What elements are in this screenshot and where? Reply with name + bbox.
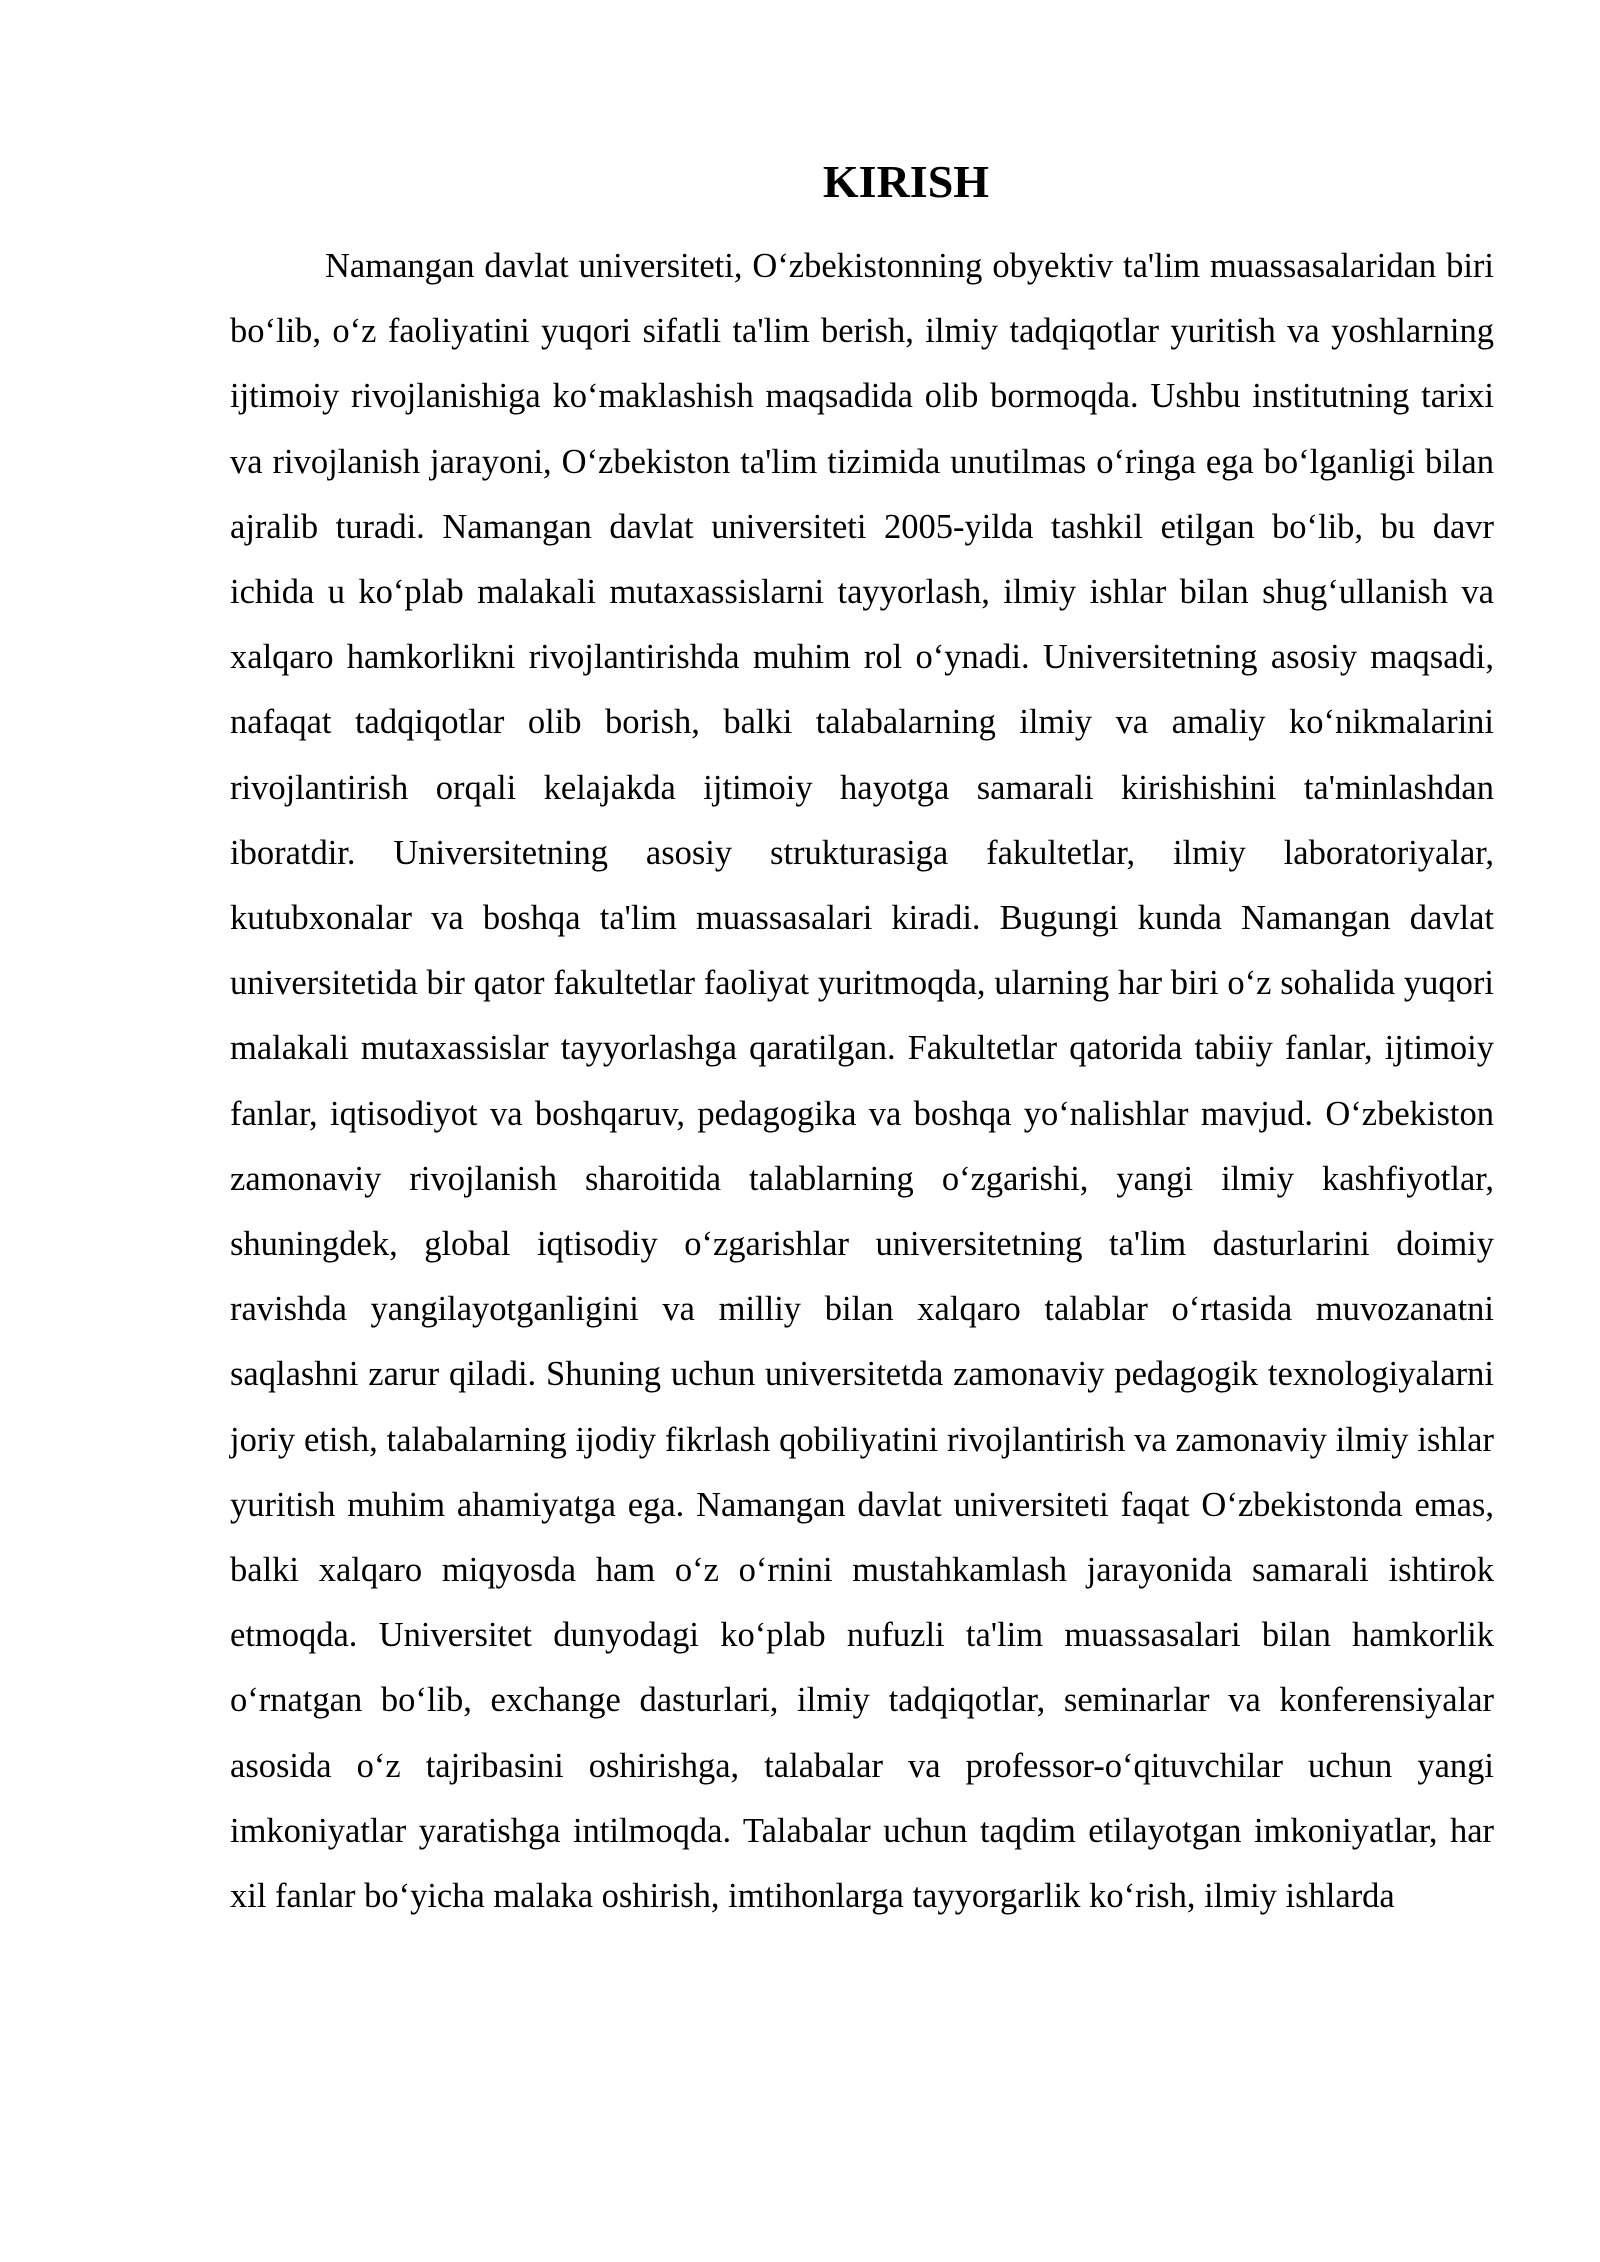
page-title: KIRISH [822,156,990,207]
body-paragraph: Namangan davlat universiteti, O‘zbekistonning obyektiv ta'lim muassasalaridan biri bo‘lib, o‘z faoliyatini yuqori sifatli ta'lim berish, ilmiy tadqiqotlar yuritish va yoshlarning ijtimoiy rivojlanishiga ko‘maklashish maqsadida olib bormoqda. Ushbu institutning tarixi va rivojlanish jarayoni, O‘zbekiston ta'lim tizimida unutilmas o‘ringa ega bo‘lganligi bilan ajralib turadi. Namangan davlat universiteti 2005-yilda tashkil etilgan bo‘lib, bu davr ichida u ko‘plab malakali mutaxassislarni tayyorlash, ilmiy ishlar bilan shug‘ullanish va xalqaro hamkorlikni rivojlantirishda muhim rol o‘ynadi. Universitetning asosiy maqsadi, nafaqat tadqiqotlar olib borish, balki talabalarning ilmiy va amaliy ko‘nikmalarini rivojlantirish orqali kelajakda ijtimoiy hayotga samarali kirishishini ta'minlashdan iboratdir. Universitetning asosiy strukturasiga fakultetlar, ilmiy laboratoriyalar, kutubxonalar va boshqa ta'lim muassasalari kiradi. Bugungi kunda Namangan davlat universitetida bir qator fakultetlar faoliyat yuritmoqda, ularning har biri o‘z sohalida yuqori malakali mutaxassislar tayyorlashga qaratilgan. Fakultetlar qatorida tabiiy fanlar, ijtimoiy fanlar, iqtisodiyot va boshqaruv, pedagogika va boshqa yo‘nalishlar mavjud. O‘zbekiston zamonaviy rivojlanish sharoitida talablarning o‘zgarishi, yangi ilmiy kashfiyotlar, shuningdek, global iqtisodiy o‘zgarishlar universitetning ta'lim dasturlarini doimiy ravishda yangilayotganligini va milliy bilan xalqaro talablar o‘rtasida muvozanatni saqlashni zarur qiladi. Shuning uchun universitetda zamonaviy pedagogik texnologiyalarni joriy etish, talabalarning ijodiy fikrlash qobiliyatini rivojlantirish va zamonaviy ilmiy ishlar yuritish muhim ahamiyatga ega. Namangan davlat universiteti faqat O‘zbekistonda emas, balki xalqaro miqyosda ham o‘z o‘rnini mustahkamlash jarayonida samarali ishtirok etmoqda. Universitet dunyodagi ko‘plab nufuzli ta'lim muassasalari bilan hamkorlik o‘rnatgan bo‘lib, exchange dasturlari, ilmiy tadqiqotlar, seminarlar va konferensiyalar asosida o‘z tajribasini oshirishga, talabalar va professor-o‘qituvchilar uchun yangi imkoniyatlar yaratishga intilmoqda. Talabalar uchun taqdim etilayotgan imkoniyatlar, har xil fanlar bo‘yicha malaka oshirish, imtihonlarga tayyorgarlik ko‘rish, ilmiy ishlarda [230,247,1494,1916]
